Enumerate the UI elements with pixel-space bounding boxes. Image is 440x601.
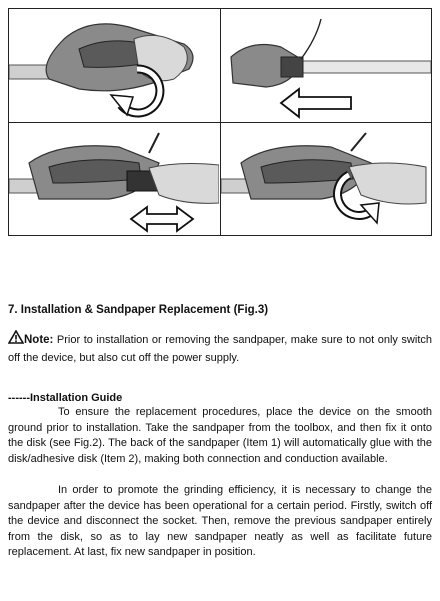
rotate-tube-illustration xyxy=(9,9,219,121)
section-title: 7. Installation & Sandpaper Replacement (Fig.3) xyxy=(8,304,269,316)
figure-3-grid xyxy=(8,8,432,236)
warning-icon xyxy=(8,330,24,344)
insert-tube-illustration xyxy=(221,9,431,121)
slide-illustration xyxy=(9,123,219,235)
left-arrow-icon xyxy=(281,89,351,117)
lock-rotate-illustration xyxy=(221,123,431,235)
guide-paragraph-1: To ensure the replacement procedures, place the device on the smooth ground prior to installation. Take the sandpaper from the toolbox, and then fix it onto the disk (see Fig.2). The back of the sandpaper (Item 1) will automatically glue with the disk/adhesive disk (Item 2), making both connection and conduction available. xyxy=(8,406,432,465)
double-arrow-icon xyxy=(131,207,193,231)
note-label: Note: xyxy=(24,334,54,346)
note-text: Prior to installation or removing the sandpaper, make sure to not only switch off the device, but also cut off the power supply. xyxy=(8,334,432,364)
note-block xyxy=(8,330,432,367)
guide-paragraph-2: In order to promote the grinding efficiency, it is necessary to change the sandpaper after the device has been operational for a certain period. Firstly, switch off the device and disconnect the socket. Then, remove the previous sandpaper entirely from the disk, so as to lay new sandpaper neatly as well as facilitate future replacement. At last, fix new sandpaper in position. xyxy=(8,484,432,558)
installation-guide-heading: ------Installation Guide xyxy=(8,392,123,404)
